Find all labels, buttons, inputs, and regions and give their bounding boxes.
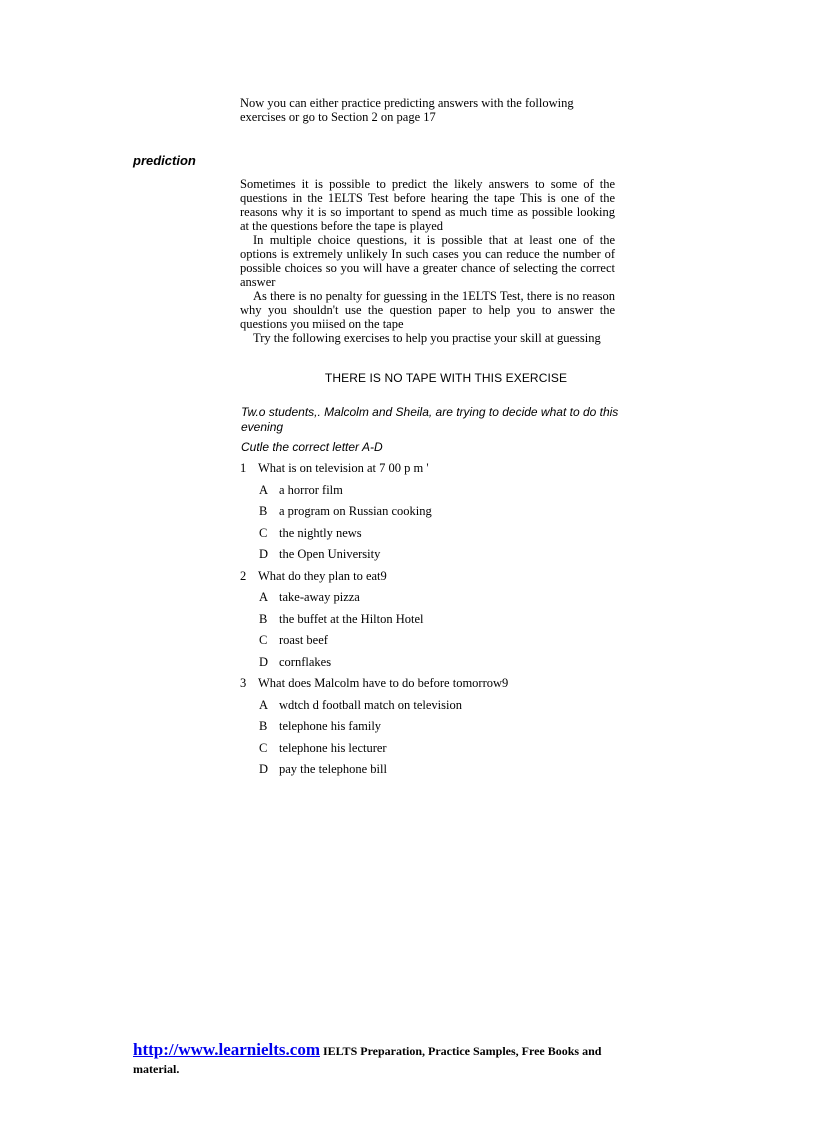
question-3-option-d bbox=[240, 762, 620, 784]
website-link[interactable]: http://www.learnielts.com bbox=[133, 1040, 320, 1059]
question-number: 3 bbox=[240, 676, 247, 690]
option-letter: B bbox=[259, 504, 268, 518]
question-2-option-b bbox=[240, 612, 620, 634]
option-letter: A bbox=[259, 590, 269, 604]
question-text: What is on television at 7 00 p m ' bbox=[258, 461, 429, 475]
question-text: What do they plan to eat9 bbox=[258, 568, 387, 583]
page-footer bbox=[133, 1041, 613, 1078]
body-paragraph-2: In multiple choice questions, it is possible that at least one of the options is extremely unlikely In such cases you can reduce the number of possible choices so you will have a greater chance of selecting the correct answer bbox=[240, 233, 615, 289]
question-list bbox=[240, 461, 620, 784]
question-2 bbox=[240, 569, 620, 591]
body-paragraph-4: Try the following exercises to help you practise your skill at guessing bbox=[253, 331, 601, 345]
intro-text: Now you can either practice predicting answers with the following exercises or go to Section 2 on page 17 bbox=[240, 96, 574, 124]
option-text: pay the telephone bill bbox=[279, 762, 387, 776]
option-letter: D bbox=[259, 654, 269, 669]
question-3-option-c bbox=[240, 741, 620, 763]
option-text: cornflakes bbox=[279, 654, 332, 669]
option-letter: D bbox=[259, 762, 269, 776]
prediction-body bbox=[240, 177, 615, 345]
option-letter: C bbox=[259, 740, 268, 755]
option-text: a horror film bbox=[279, 482, 343, 497]
exercise-instruction: Cutle the correct letter A-D bbox=[241, 440, 383, 454]
option-text: wdtch d football match on television bbox=[279, 697, 462, 712]
question-1-option-a bbox=[240, 483, 620, 505]
question-3-option-b bbox=[240, 719, 620, 741]
question-2-option-d bbox=[240, 655, 620, 677]
body-paragraph-1: Sometimes it is possible to predict the likely answers to some of the questions in the 1ELTS Test before hearing the tape This is one of the reasons why it is so important to spend as much time as possible looking at the questions before the tape is played bbox=[240, 177, 615, 233]
question-1 bbox=[240, 461, 620, 483]
footer-text: IELTS Preparation, Practice Samples, Free Books and material. bbox=[133, 1044, 602, 1076]
exercise-scenario: Tw.o students,. Malcolm and Sheila, are trying to decide what to do this evening bbox=[241, 405, 619, 434]
question-2-option-c bbox=[240, 633, 620, 655]
question-3 bbox=[240, 676, 620, 698]
option-text: the buffet at the Hilton Hotel bbox=[279, 611, 424, 626]
option-letter: A bbox=[259, 697, 269, 712]
question-number: 2 bbox=[240, 568, 247, 583]
question-3-option-a bbox=[240, 698, 620, 720]
question-1-option-c bbox=[240, 526, 620, 548]
no-tape-notice: THERE IS NO TAPE WITH THIS EXERCISE bbox=[324, 371, 568, 385]
question-1-option-b bbox=[240, 504, 620, 526]
option-text: take-away pizza bbox=[279, 590, 360, 604]
question-2-option-a bbox=[240, 590, 620, 612]
section-heading-prediction: prediction bbox=[133, 153, 196, 168]
question-number: 1 bbox=[240, 461, 247, 475]
question-text: What does Malcolm have to do before tomorrow9 bbox=[258, 676, 509, 690]
option-letter: C bbox=[259, 633, 268, 647]
option-letter: A bbox=[259, 482, 269, 497]
option-text: roast beef bbox=[279, 633, 328, 647]
option-text: telephone his lecturer bbox=[279, 740, 387, 755]
option-letter: C bbox=[259, 525, 268, 540]
option-letter: D bbox=[259, 547, 269, 561]
option-text: the Open University bbox=[279, 547, 381, 561]
option-letter: B bbox=[259, 611, 268, 626]
question-1-option-d bbox=[240, 547, 620, 569]
option-letter: B bbox=[259, 719, 268, 733]
option-text: a program on Russian cooking bbox=[279, 504, 432, 518]
option-text: the nightly news bbox=[279, 525, 362, 540]
option-text: telephone his family bbox=[279, 719, 382, 733]
body-paragraph-3: As there is no penalty for guessing in the 1ELTS Test, there is no reason why you shouldn't use the question paper to help you to answer the questions you miised on the tape bbox=[240, 289, 615, 331]
